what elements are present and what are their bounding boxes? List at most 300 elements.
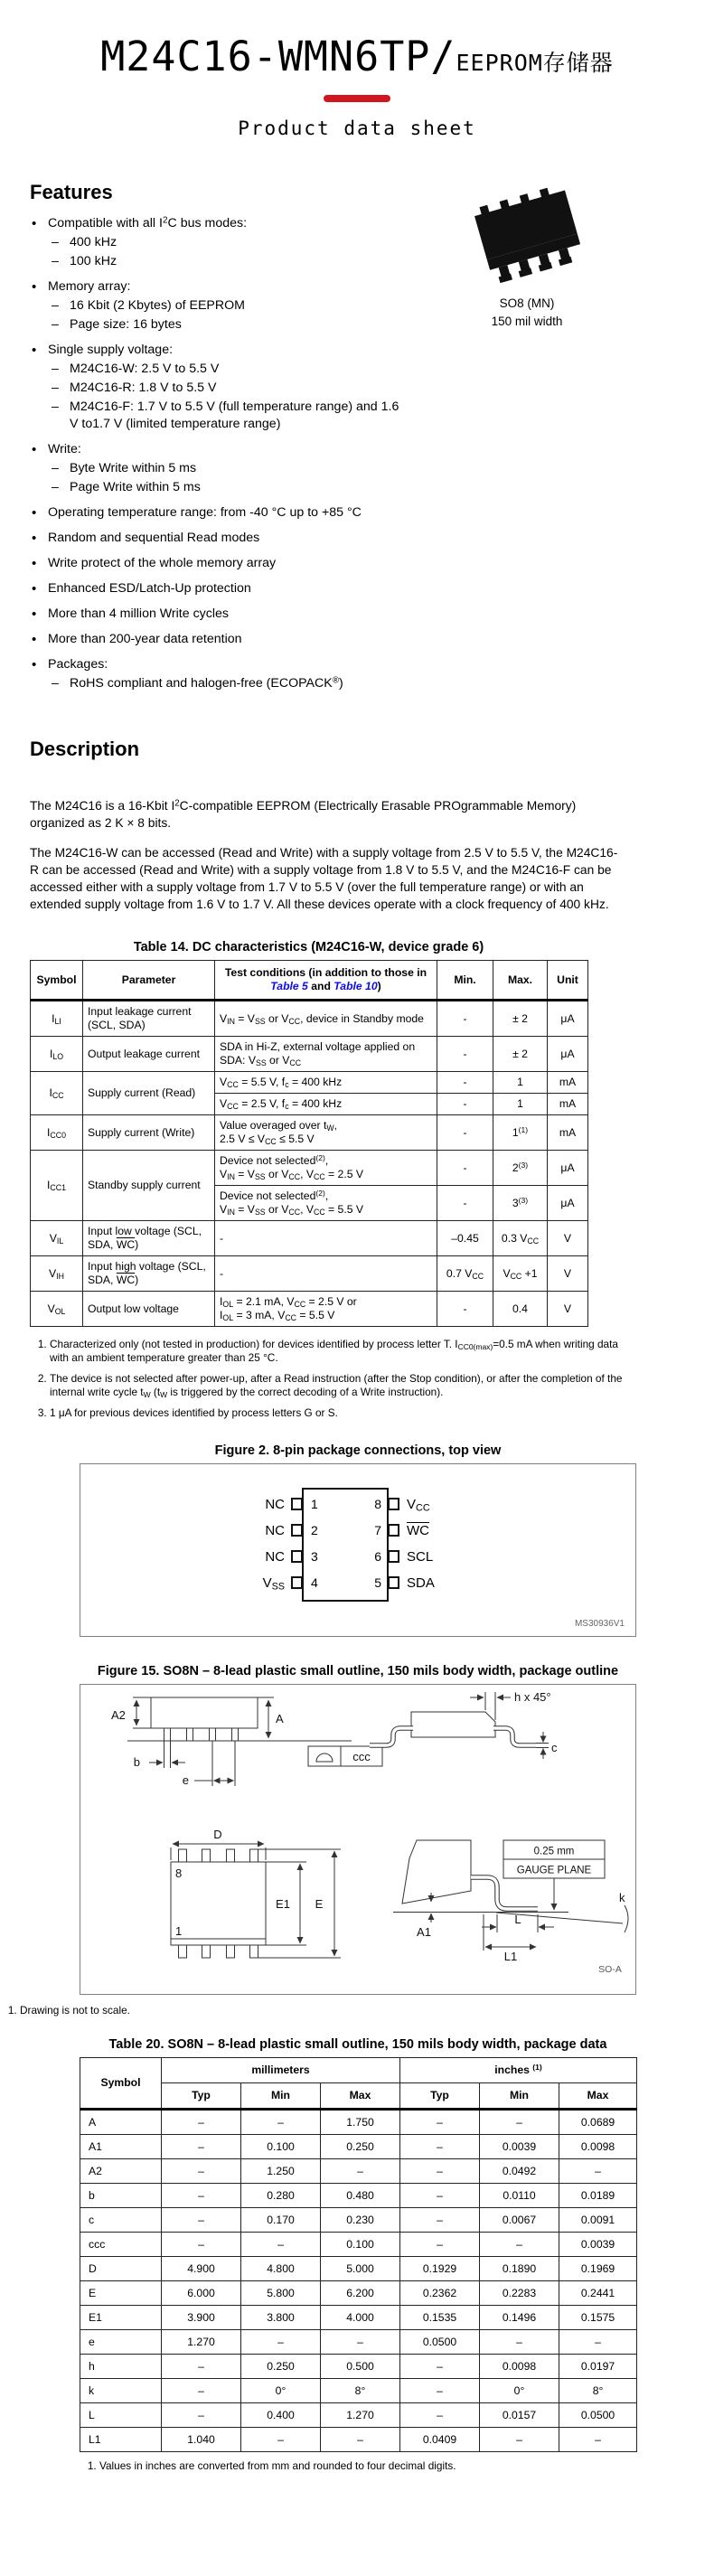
cell-condition: $V_{IN} = V_{SS}$ or $V_{CC}$, device in Standby mode [215,1001,437,1037]
table-row [80,2184,637,2208]
pin-stub [291,1550,303,1563]
pin-stub [291,1524,303,1537]
cell-min: - [437,1037,493,1072]
cell-min: –0.45 [437,1221,493,1256]
pin-number: 7 [374,1523,381,1537]
cell-in-max: 0.1575 [559,2306,637,2330]
dim-h45-label: h x 45° [514,1690,551,1704]
gauge-plane-label: GAUGE PLANE [516,1865,592,1876]
col-millimeters: millimeters [162,2058,400,2083]
table-row [80,2233,637,2257]
package-column [437,181,617,692]
table-row [31,1256,588,1292]
cell-mm-typ: – [162,2379,241,2403]
dim-A-label: A [276,1712,284,1725]
cell-parameter: Standby supply current [83,1151,215,1221]
table-row [80,2110,637,2135]
figure15-box [80,1684,636,1995]
cell-mm-max: 1.270 [321,2403,400,2428]
feature-item [48,555,424,572]
figure15-code: SO-A [598,1964,622,1975]
table20-header-row1 [80,2058,637,2083]
pin-row [351,1496,522,1512]
cell-symbol: k [80,2379,162,2403]
col-symbol: Symbol [80,2058,162,2110]
cell-mm-typ: – [162,2184,241,2208]
feature-item [48,342,424,433]
feature-item [48,278,424,334]
cell-symbol: D [80,2257,162,2281]
table-row [31,1221,588,1256]
cell-symbol: b [80,2184,162,2208]
pin-stub [388,1498,399,1510]
dim-e-label: e [182,1773,189,1787]
cell-in-min: 0.0110 [480,2184,559,2208]
cell-mm-max: 1.750 [321,2110,400,2135]
pin-label: NC [265,1548,285,1565]
pin-row [351,1522,522,1538]
document-subtitle: Product data sheet [238,118,476,139]
cell-in-typ: 0.0409 [400,2428,480,2452]
feature-subitems [48,675,424,692]
cell-symbol: $V_{IL}$ [31,1221,83,1256]
package-data-section [80,2037,636,2473]
cell-in-typ: – [400,2208,480,2233]
cell-unit: V [548,1221,588,1256]
cell-mm-typ: – [162,2208,241,2233]
cell-mm-max: 0.250 [321,2135,400,2159]
pin1-marker: 1 [175,1924,183,1938]
cell-in-min: 0° [480,2379,559,2403]
feature-subitem: – M24C16-R: 1.8 V to 5.5 V [70,380,424,397]
title-chinese-suffix: EEPROM存储器 [456,50,614,76]
table20-title: Table 20. SO8N – 8-lead plastic small outline, 150 mils body width, package data [108,2037,607,2052]
cell-symbol: L1 [80,2428,162,2452]
feature-item-text: Single supply voltage: [48,343,174,357]
feature-item-text: Compatible with all $I^2C$ bus modes: [48,215,248,230]
table-row [80,2330,637,2355]
pin-number: 3 [311,1549,318,1564]
features-list [30,215,424,692]
col-conditions [215,961,437,1001]
dc-characteristics-section [30,940,623,1420]
feature-item [48,504,424,522]
feature-subitem: – 16 Kbit (2 Kbytes) of EEPROM [70,297,424,315]
col-max: Max. [493,961,548,1001]
features-column [30,181,424,692]
cell-mm-typ: – [162,2233,241,2257]
feature-item [48,441,424,496]
cell-in-max: 0.1969 [559,2257,637,2281]
cell-mm-min: – [241,2428,321,2452]
cell-in-min: 0.0157 [480,2403,559,2428]
cell-symbol: A2 [80,2159,162,2184]
cell-parameter: Output low voltage [83,1292,215,1327]
table-row [80,2428,637,2452]
description-section [30,738,623,913]
table-row [80,2403,637,2428]
feature-subitem: – M24C16-F: 1.7 V to 5.5 V (full temperature range) and 1.6 V to1.7 V (limited temperature range) [70,399,424,433]
cell-in-typ: – [400,2159,480,2184]
pin-label: NC [265,1496,285,1512]
feature-subitem: – Page Write within 5 ms [70,479,424,496]
cell-symbol: $I_{CC1}$ [31,1151,83,1221]
features-section [30,181,714,692]
footnote: 2. The device is not selected after power-up, after a Read instruction (after the Stop condition), or after the completion of the internal write cycle $t_W$ ($t_W$ is triggered by the correct decoding of a Write instruction). [50,1372,628,1399]
cell-mm-typ: 3.900 [162,2306,241,2330]
table5-link[interactable]: Table 5 [270,980,308,992]
figure15-title: Figure 15. SO8N – 8-lead plastic small outline, 150 mils body width, package outline [97,1664,619,1678]
feature-subitems [48,460,424,496]
table-row [80,2306,637,2330]
cell-symbol: c [80,2208,162,2233]
feature-subitem: – 100 kHz [70,253,424,270]
feature-item-text: Enhanced ESD/Latch-Up protection [48,581,251,596]
pin-row [186,1522,329,1538]
cell-symbol: e [80,2330,162,2355]
cell-in-min: 0.0098 [480,2355,559,2379]
cell-mm-max: 6.200 [321,2281,400,2306]
pin-label: $V_{SS}$ [262,1575,285,1593]
cell-in-min: 0.2283 [480,2281,559,2306]
cell-mm-min: 0.100 [241,2135,321,2159]
col-inches: inches $^{(1)}$ [400,2058,637,2083]
feature-subitems [48,234,424,270]
cell-symbol: A [80,2110,162,2135]
table-row [80,2208,637,2233]
feature-item-text: More than 200-year data retention [48,632,242,646]
cell-unit: μA [548,1037,588,1072]
cell-in-typ: – [400,2184,480,2208]
cell-condition: - [215,1256,437,1292]
cell-min: - [437,1094,493,1115]
conditions-and: and [307,980,334,992]
cell-max: ± 2 [493,1001,548,1037]
pin-stub [388,1550,399,1563]
accent-bar [324,95,390,102]
dim-c-label: c [551,1741,558,1754]
cell-mm-max: – [321,2330,400,2355]
feature-subitem: – RoHS compliant and halogen-free (ECOPACK®) [70,675,424,692]
feature-item [48,606,424,623]
pin-number: 4 [311,1575,318,1590]
table-row [31,1151,588,1186]
cell-in-typ: – [400,2403,480,2428]
cell-mm-typ: 1.040 [162,2428,241,2452]
cell-in-min: – [480,2110,559,2135]
dim-D-label: D [213,1828,222,1841]
features-heading: Features [30,181,113,203]
cell-max: 0.3 $V_{CC}$ [493,1221,548,1256]
cell-in-typ: – [400,2233,480,2257]
table-row [80,2135,637,2159]
cell-in-typ: – [400,2379,480,2403]
cell-in-max: 0.0689 [559,2110,637,2135]
figure2-code: MS30936V1 [574,1619,625,1629]
figure15-notes [0,2004,562,2017]
cell-symbol: $I_{CC0}$ [31,1115,83,1151]
cell-mm-max: 0.230 [321,2208,400,2233]
table-row [80,2355,637,2379]
cell-unit: μA [548,1001,588,1037]
cell-condition: $V_{CC} = 2.5$ V, $f_c = 400$ kHz [215,1094,437,1115]
col-in-min: Min [480,2083,559,2110]
pin-stub [388,1524,399,1537]
col-in-typ: Typ [400,2083,480,2110]
table14-notes [30,1338,628,1420]
cell-symbol: $I_{CC}$ [31,1072,83,1115]
cell-parameter: Input leakage current (SCL, SDA) [83,1001,215,1037]
pin-row [351,1548,522,1565]
dim-b-label: b [133,1755,140,1769]
cell-in-max: 0.0039 [559,2233,637,2257]
footnote: 3. 1 μA for previous devices identified by process letters G or S. [50,1406,628,1420]
cell-in-max: – [559,2330,637,2355]
pin-row [186,1575,329,1591]
cell-symbol: E1 [80,2306,162,2330]
cell-in-typ: – [400,2110,480,2135]
feature-subitems [48,297,424,334]
figure2-title: Figure 2. 8-pin package connections, top view [214,1443,502,1458]
col-in-max: Max [559,2083,637,2110]
table-row [31,1292,588,1327]
cell-in-max: 0.2441 [559,2281,637,2306]
table-row [80,2281,637,2306]
cell-symbol: A1 [80,2135,162,2159]
cell-in-max: 0.0091 [559,2208,637,2233]
cell-unit: μA [548,1186,588,1221]
cell-mm-min: 0.250 [241,2355,321,2379]
dim-L1-label: L1 [503,1950,518,1963]
dc-characteristics-table [30,960,588,1327]
cell-mm-typ: – [162,2355,241,2379]
cell-condition: $V_{CC} = 5.5$ V, $f_c = 400$ kHz [215,1072,437,1094]
description-paragraph-2: The M24C16-W can be accessed (Read and Write) with a supply voltage from 2.5 V to 5.5 V, the M24C16-R can be accessed (Read and Write) with a supply voltage from 1.8 V to 5.5 V, and the M24C16-F can be accessed either with a supply voltage from 1.7 V to 5.5 V (over the full temperature range) or with an extended supply voltage from 1.6 V to 1.7 V. All these devices operate with a clock frequency of 400 kHz. [30,846,618,911]
cell-in-typ: – [400,2355,480,2379]
cell-symbol: L [80,2403,162,2428]
cell-mm-max: 0.100 [321,2233,400,2257]
cell-in-min: 0.1890 [480,2257,559,2281]
footnote: 1. Drawing is not to scale. [20,2004,562,2017]
cell-in-typ: 0.2362 [400,2281,480,2306]
cell-in-max: 0.0500 [559,2403,637,2428]
package-name: SO8 (MN) [499,296,555,310]
feature-item [48,215,424,270]
pin-stub [291,1498,303,1510]
feature-subitem: – Byte Write within 5 ms [70,460,424,477]
pin8-marker: 8 [175,1866,183,1880]
col-min: Min. [437,961,493,1001]
col-symbol: Symbol [31,961,83,1001]
cell-min: - [437,1186,493,1221]
cell-mm-min: – [241,2110,321,2135]
cell-condition: $I_{OL} = 2.1$ mA, $V_{CC} = 2.5$ V or $I_{OL} = 3$ mA, $V_{CC} = 5.5$ V [215,1292,437,1327]
cell-mm-max: 8° [321,2379,400,2403]
feature-subitem: – Page size: 16 bytes [70,316,424,334]
pin-label: SDA [407,1575,435,1591]
conditions-text: Test conditions (in addition to those in [224,966,427,979]
feature-item-text: Random and sequential Read modes [48,531,260,545]
cell-in-max: – [559,2428,637,2452]
col-mm-typ: Typ [162,2083,241,2110]
cell-in-min: – [480,2233,559,2257]
cell-unit: mA [548,1094,588,1115]
cell-parameter: Input low voltage (SCL, SDA, $\overline{WC}$) [83,1221,215,1256]
cell-max: 1 [493,1094,548,1115]
cell-mm-min: 3.800 [241,2306,321,2330]
gauge-value-label: 0.25 mm [533,1846,575,1857]
cell-symbol: $I_{LI}$ [31,1001,83,1037]
cell-max: 0.4 [493,1292,548,1327]
dim-E1-label: E1 [276,1897,290,1911]
pin-label: NC [265,1522,285,1538]
cell-mm-min: – [241,2233,321,2257]
cell-symbol: h [80,2355,162,2379]
cell-mm-min: 1.250 [241,2159,321,2184]
feature-item [48,580,424,597]
footnote: 1. Values in inches are converted from mm and rounded to four decimal digits. [99,2459,636,2473]
table-row [31,1115,588,1151]
feature-subitem: – M24C16-W: 2.5 V to 5.5 V [70,361,424,378]
feature-item-text: Write: [48,442,81,456]
cell-in-min: 0.0492 [480,2159,559,2184]
cell-min: - [437,1115,493,1151]
table-row [80,2379,637,2403]
table14-header-row [31,961,588,1001]
package-width-note: 150 mil width [491,315,563,328]
cell-mm-typ: 4.900 [162,2257,241,2281]
cell-in-min: – [480,2428,559,2452]
cell-mm-typ: – [162,2403,241,2428]
feature-item [48,656,424,692]
cell-mm-typ: 6.000 [162,2281,241,2306]
cell-condition: - [215,1221,437,1256]
pin-label: $V_{CC}$ [407,1496,430,1514]
cell-symbol: E [80,2281,162,2306]
table20-header-row2 [80,2083,637,2110]
cell-in-typ: 0.0500 [400,2330,480,2355]
cell-min: - [437,1292,493,1327]
feature-subitems [48,361,424,433]
col-mm-min: Min [241,2083,321,2110]
conditions-close: ) [377,980,381,992]
cell-condition: Value overaged over $t_W$, 2.5 $V \le V_{CC} \le 5.5$ V [215,1115,437,1151]
so8-package-image [447,183,606,289]
cell-in-max: 0.0189 [559,2184,637,2208]
cell-mm-max: 0.500 [321,2355,400,2379]
feature-item-text: Operating temperature range: from -40 °C up to +85 °C [48,505,362,520]
dim-k-label: k [619,1891,625,1904]
feature-item [48,631,424,648]
table-row [80,2257,637,2281]
cell-mm-typ: – [162,2159,241,2184]
table-row [80,2159,637,2184]
cell-mm-min: 4.800 [241,2257,321,2281]
cell-in-min: 0.1496 [480,2306,559,2330]
col-mm-max: Max [321,2083,400,2110]
cell-max: 3$^{(3)}$ [493,1186,548,1221]
cell-mm-max: 4.000 [321,2306,400,2330]
cell-parameter: Supply current (Write) [83,1115,215,1151]
description-heading: Description [30,738,140,760]
feature-item-text: Memory array: [48,279,131,294]
feature-subitem: – 400 kHz [70,234,424,251]
col-unit: Unit [548,961,588,1001]
pin-number: 6 [374,1549,381,1564]
cell-mm-min: – [241,2330,321,2355]
cell-symbol: ccc [80,2233,162,2257]
dim-L-label: L [514,1913,521,1926]
cell-unit: V [548,1256,588,1292]
cell-unit: mA [548,1115,588,1151]
cell-unit: V [548,1292,588,1327]
feature-item-text: Packages: [48,657,108,672]
cell-condition: Device not selected$^{(2)}$, $V_{IN} = V_{SS}$ or $V_{CC}$, $V_{CC} = 2.5$ V [215,1151,437,1186]
dim-A1-label: A1 [417,1925,431,1939]
package-data-table [80,2057,637,2452]
cell-min: - [437,1151,493,1186]
pin-number: 2 [311,1523,318,1537]
cell-mm-typ: – [162,2110,241,2135]
cell-symbol: $I_{LO}$ [31,1037,83,1072]
cell-mm-max: 0.480 [321,2184,400,2208]
description-paragraph-1: The M24C16 is a 16-Kbit $I^2C$-compatible EEPROM (Electrically Erasable PROgrammable Memory) organized as 2 K × 8 bits. [30,798,577,830]
cell-in-min: – [480,2330,559,2355]
cell-max: $V_{CC} +1$ [493,1256,548,1292]
cell-in-max: 0.0197 [559,2355,637,2379]
cell-mm-min: 0.170 [241,2208,321,2233]
cell-in-typ: – [400,2135,480,2159]
cell-max: 1$^{(1)}$ [493,1115,548,1151]
cell-condition: Device not selected$^{(2)}$, $V_{IN} = V_{SS}$ or $V_{CC}$, $V_{CC} = 5.5$ V [215,1186,437,1221]
cell-in-typ: 0.1929 [400,2257,480,2281]
cell-parameter: Input high voltage (SCL, SDA, $\overline{WC}$) [83,1256,215,1292]
cell-in-max: 0.0098 [559,2135,637,2159]
table-row [31,1001,588,1037]
cell-max: 1 [493,1072,548,1094]
cell-mm-min: 0° [241,2379,321,2403]
feature-item [48,530,424,547]
pin-row [186,1548,329,1565]
col-parameter: Parameter [83,961,215,1001]
pin-row [186,1496,329,1512]
package-outline-drawing [80,1685,635,1987]
cell-mm-min: 0.400 [241,2403,321,2428]
pin-label: $\overline{WC}$ [407,1522,429,1538]
pin-row [351,1575,522,1591]
dim-A2-label: A2 [111,1708,126,1722]
table-row [31,1072,588,1094]
cell-mm-min: 0.280 [241,2184,321,2208]
cell-max: ± 2 [493,1037,548,1072]
dim-E-label: E [315,1897,324,1911]
pin-stub [388,1576,399,1589]
pin-number: 8 [374,1497,381,1511]
cell-parameter: Output leakage current [83,1037,215,1072]
pinout-diagram [186,1484,530,1612]
cell-mm-typ: 1.270 [162,2330,241,2355]
cell-mm-max: – [321,2159,400,2184]
cell-unit: mA [548,1072,588,1094]
table10-link[interactable]: Table 10 [334,980,378,992]
cell-in-min: 0.0067 [480,2208,559,2233]
cell-unit: μA [548,1151,588,1186]
feature-item-text: Write protect of the whole memory array [48,556,277,570]
table-row [31,1037,588,1072]
footnote: 1. Characterized only (not tested in production) for devices identified by process letter T. $I_{CC0(max)}=0.5$ mA when writing data with an ambient temperature greater than 25 °C. [50,1338,628,1365]
datum-ccc-label: ccc [352,1750,371,1763]
cell-mm-max: 5.000 [321,2257,400,2281]
